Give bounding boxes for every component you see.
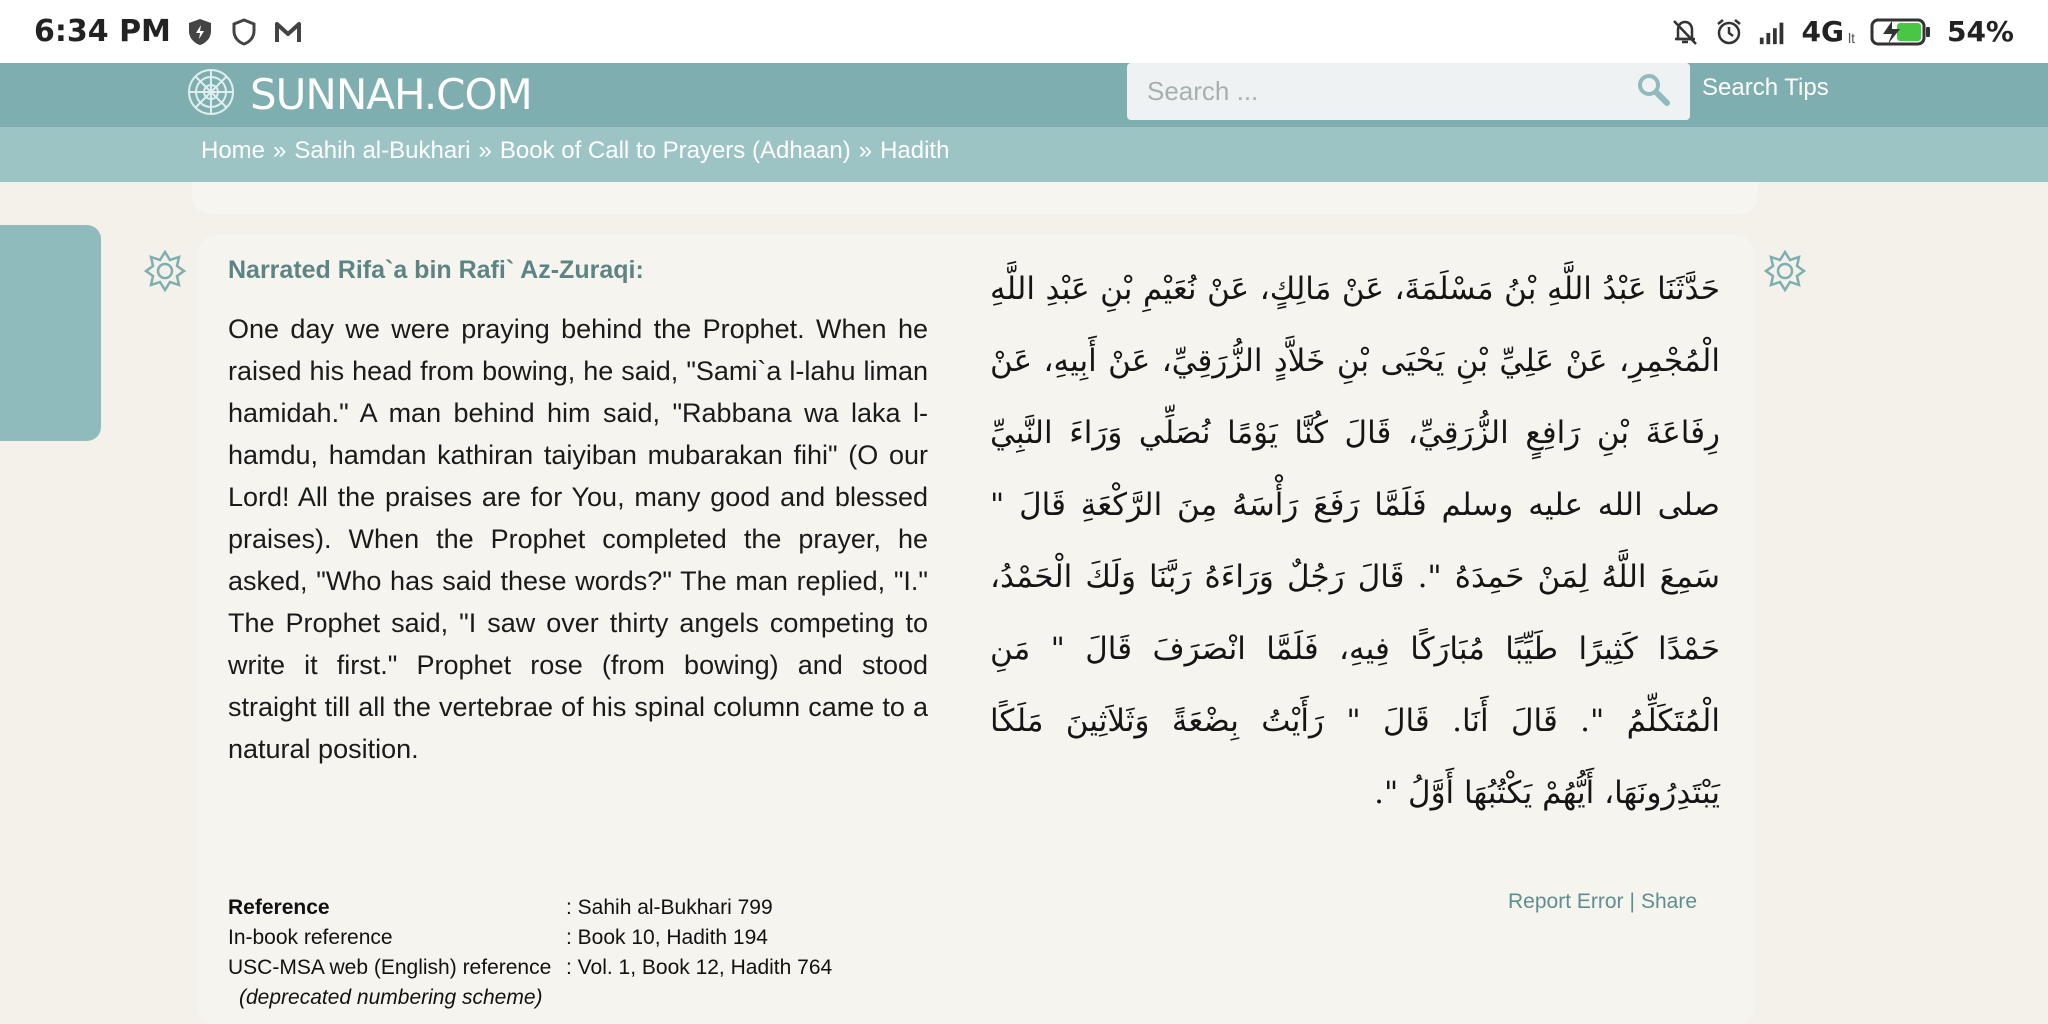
search-tips-link[interactable]: Search Tips xyxy=(1702,74,1829,101)
alarm-icon xyxy=(1714,17,1744,47)
share-link[interactable]: Share xyxy=(1641,890,1698,913)
reference-label: In-book reference xyxy=(228,926,393,949)
reference-row xyxy=(228,953,832,983)
report-error-link[interactable]: Report Error xyxy=(1508,890,1624,913)
reference-table xyxy=(228,893,832,1013)
logo-rosette-icon xyxy=(186,67,236,122)
english-text: One day we were praying behind the Prophet. When he raised his head from bowing, he said, "Sami`a l-lahu liman hamidah." A man behind him said, "Rabbana wa laka l-hamdu, hamdan kathiran taiyiban mubarakan fihi" (O our Lord! All the praises are for You, many good and blessed praises). When the Prophet completed the prayer, he asked, "Who has said these words?" The man replied, "I." The Prophet said, "I saw over thirty angels competing to write it first." Prophet rose (from bowing) and stood straight till all the vertebrae of his spinal column came to a natural position. xyxy=(228,314,928,764)
narrator: Narrated Rifa`a bin Rafi` Az-Zuraqi: xyxy=(228,256,644,284)
network-subtype: lt xyxy=(1847,29,1855,46)
reference-row xyxy=(228,923,832,953)
side-panel-tab[interactable] xyxy=(0,225,101,441)
reference-label: USC-MSA web (English) reference xyxy=(228,956,552,979)
status-bar xyxy=(0,0,2048,63)
link-separator: | xyxy=(1629,890,1635,913)
breadcrumb-separator: » xyxy=(858,137,873,164)
reference-value: : Sahih al-Bukhari 799 xyxy=(566,896,773,919)
breadcrumb-book[interactable]: Book of Call to Prayers (Adhaan) xyxy=(499,137,851,164)
signal-icon xyxy=(1758,17,1788,47)
site-logo[interactable] xyxy=(186,66,532,122)
reference-value: : Book 10, Hadith 194 xyxy=(566,926,768,949)
shield-outline-icon xyxy=(229,17,259,47)
arabic-text: حَدَّثَنَا عَبْدُ اللَّهِ بْنُ مَسْلَمَةَ، عَنْ مَالِكٍ، عَنْ نُعَيْمِ بْنِ عَبْدِ اللَّهِ الْمُجْمِرِ، عَنْ عَلِيِّ بْنِ يَحْيَى بْنِ خَلاَّدٍ الزُّرَقِيِّ، عَنْ أَبِيهِ، عَنْ رِفَاعَةَ بْنِ رَافِعٍ الزُّرَقِيِّ، قَالَ كُنَّا يَوْمًا نُصَلِّي وَرَاءَ النَّبِيِّ صلى الله عليه وسلم فَلَمَّا رَفَعَ رَأْسَهُ مِنَ الرَّكْعَةِ قَالَ " سَمِعَ اللَّهُ لِمَنْ حَمِدَهُ ". قَالَ رَجُلٌ وَرَاءَهُ رَبَّنَا وَلَكَ الْحَمْدُ، حَمْدًا كَثِيرًا طَيِّبًا مُبَارَكًا فِيهِ، فَلَمَّا انْصَرَفَ قَالَ " مَنِ الْمُتَكَلِّمُ ". قَالَ أَنَا. قَالَ " رَأَيْتُ بِضْعَةً وَثَلاَثِينَ مَلَكًا يَبْتَدِرُونَهَا، أَيُّهُمْ يَكْتُبُهَا أَوَّلُ ". xyxy=(990,271,1720,811)
breadcrumb-separator: » xyxy=(273,137,287,164)
clock: 6:34 PM xyxy=(34,14,171,49)
network-type: 4G xyxy=(1801,15,1844,48)
mute-icon xyxy=(1670,17,1700,47)
status-bar-left xyxy=(34,14,303,49)
reference-row xyxy=(228,893,832,923)
status-bar-right xyxy=(1670,15,2015,48)
reference-value: : Vol. 1, Book 12, Hadith 764 xyxy=(566,956,833,979)
hadith-actions xyxy=(1508,890,1697,914)
rosette-icon xyxy=(144,250,186,292)
breadcrumb-home[interactable]: Home xyxy=(201,137,266,164)
previous-hadith-card xyxy=(192,182,1758,214)
search-box xyxy=(1127,63,1690,120)
search-icon[interactable] xyxy=(1636,72,1670,111)
breadcrumb-collection[interactable]: Sahih al-Bukhari xyxy=(294,137,471,164)
rosette-icon xyxy=(1764,250,1806,292)
shield-icon xyxy=(185,17,215,47)
search-input[interactable] xyxy=(1147,76,1587,107)
logo-text: SUNNAH.COM xyxy=(250,69,532,119)
battery-charging-icon xyxy=(1869,17,1933,47)
breadcrumb-separator: » xyxy=(478,137,492,164)
m-app-icon xyxy=(273,17,303,47)
breadcrumb-hadith[interactable]: Hadith xyxy=(880,137,950,164)
reference-note: (deprecated numbering scheme) xyxy=(239,986,543,1009)
breadcrumb xyxy=(201,131,949,171)
battery-level: 54% xyxy=(1946,15,2014,48)
reference-label: Reference xyxy=(228,896,330,919)
